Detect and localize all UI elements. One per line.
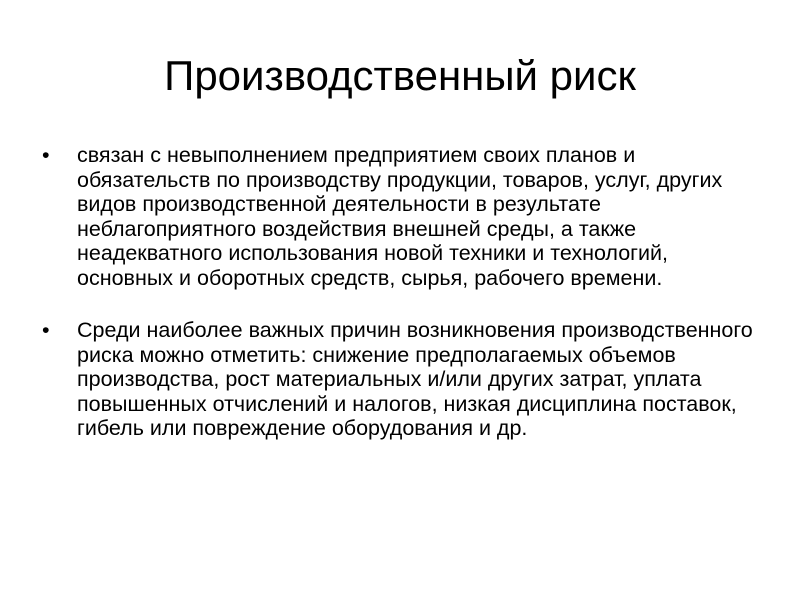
bullet-text: связан с невыполнением предприятием своих планов и обязательств по производству продукции, товаров, услуг, других видов производственной деятельности в результате неблагоприятного воздействия внешней среды, а также неадекватного использования новой техники и технологий, основных и оборотных средств, сырья, рабочего времени. <box>77 143 723 290</box>
bullet-text: Среди наиболее важных причин возникновения производственного риска можно отметить: снижение предполагаемых объемов производства, рост материальных и/или других затрат, уплата повышенных отчислений и налогов, низкая дисциплина поставок, гибель или повреждение оборудования и др. <box>77 318 753 440</box>
bullet-item-2 <box>42 318 762 441</box>
slide-title: Производственный риск <box>164 52 636 99</box>
bullet-icon: • <box>42 143 50 167</box>
bullet-item-1 <box>42 143 762 290</box>
bullet-list <box>42 143 762 469</box>
bullet-icon: • <box>42 318 50 342</box>
